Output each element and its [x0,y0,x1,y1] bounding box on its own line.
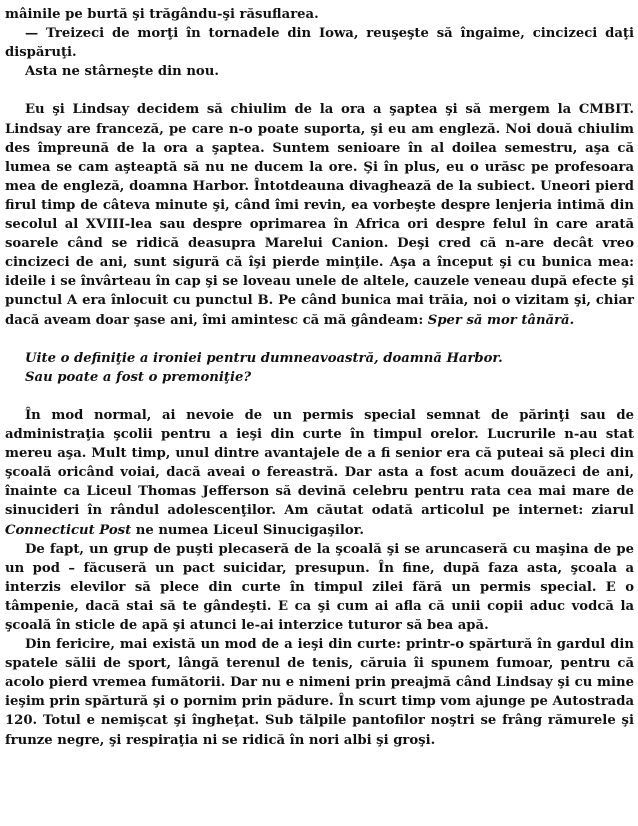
paragraph [5,635,634,750]
text-run: — Treizeci de morţi în tornadele din Iowa, reuşeşte să îngaime, cincizeci daţi dispăruţi. [5,26,634,61]
paragraph [5,24,634,62]
paragraph-gap [5,387,634,406]
text-run: Eu şi Lindsay decidem să chiulim de la ora a şaptea şi să mergem la CMBIT. Lindsay are franceză, pe care n-o poate suporta, şi eu am engleză. Noi două chiulim des împreună de la ora a şaptea. Suntem senioare în al doilea semestru, aşa că lumea se cam aşteaptă să nu ne ducem la ore. Şi în plus, eu o urăsc pe profesoara mea de engleză, doamna Harbor. Întotdeauna divaghează de la subiect. Uneori pierd firul timp de câteva minute şi, când îmi revin, ea vorbeşte despre lenjeria intimă din secolul al XVIII-lea sau despre oprimarea în Africa ori despre felul în care arată soarele când se ridică deasupra Marelui Canion. Deşi cred că n-are decât vreo cincizeci de ani, sunt sigură că îşi pierde minţile. Aşa a început şi cu bunica mea: ideile i se învârteau în cap şi se loveau unele de altele, cauzele veneau după efecte şi punctul A era înlocuit cu punctul B. Pe când bunica mai trăia, noi o vizitam şi, chiar dacă aveam doar şase ani, îmi amintesc că mă gândeam: [5,102,634,328]
text-run: ne numea Liceul Sinucigaşilor. [131,522,364,538]
paragraph-gap [5,81,634,100]
italic-text: Sau poate a fost o premoniţie? [25,369,252,385]
italic-text: Connecticut Post [5,522,132,538]
italic-text: Uite o definiţie a ironiei pentru dumneavoastră, doamnă Harbor. [25,350,503,366]
text-run: Asta ne stârneşte din nou. [25,64,219,80]
paragraph [5,5,634,24]
paragraph [5,100,634,329]
paragraph [5,540,634,635]
paragraph-gap [5,330,634,349]
paragraph [5,368,634,387]
text-run: De fapt, un grup de puşti plecaseră de la şcoală şi se aruncaseră cu maşina de pe un pod – făcuseră un pact suicidar, presupun. În fine, după faza asta, şcoala a interzis elevilor să plece din curte în timpul zilei fără un permis special. E o tâmpenie, dacă stai să te gândeşti. E ca şi cum ai afla că unii copii aduc vodcă la şcoală în sticle de apă şi atunci le-ai interzice tuturor să bea apă. [5,541,634,633]
text-run: mâinile pe burtă şi trăgându-şi răsuflarea. [5,7,319,22]
paragraph [5,349,634,368]
italic-text: Sper să mor tânără. [427,312,575,328]
text-run: În mod normal, ai nevoie de un permis special semnat de părinţi sau de administraţia şcolii pentru a ieşi din curte în timpul orelor. Lucrurile n-au stat mereu aşa. Mult timp, unul dintre avantajele de a fi senior era că puteai să pleci din şcoală oricând voiai, dacă aveai o fereastră. Dar asta a fost acum douăzeci de ani, înainte ca Liceul Thomas Jefferson să devină celebru pentru rata cea mai mare de sinucideri în rândul adolescenţilor. Am căutat odată articolul pe internet: ziarul [5,407,634,519]
paragraph [5,406,634,540]
text-run: Din fericire, mai există un mod de a ieşi din curte: printr-o spărtură în gardul din spatele sălii de sport, lângă terenul de tenis, căruia îi spunem fumoar, pentru că acolo pierd vremea fumătorii. Dar nu e nimeni prin preajmă când Lindsay şi cu mine ieşim prin spărtură şi o pornim prin pădure. În scurt timp vom ajunge pe Autostrada 120. Totul e nemişcat şi îngheţat. Sub tălpile pantofilor noştri se frâng rămurele şi frunze negre, şi respiraţia ni se ridică în nori albi şi groşi. [5,637,634,748]
paragraph [5,62,634,81]
